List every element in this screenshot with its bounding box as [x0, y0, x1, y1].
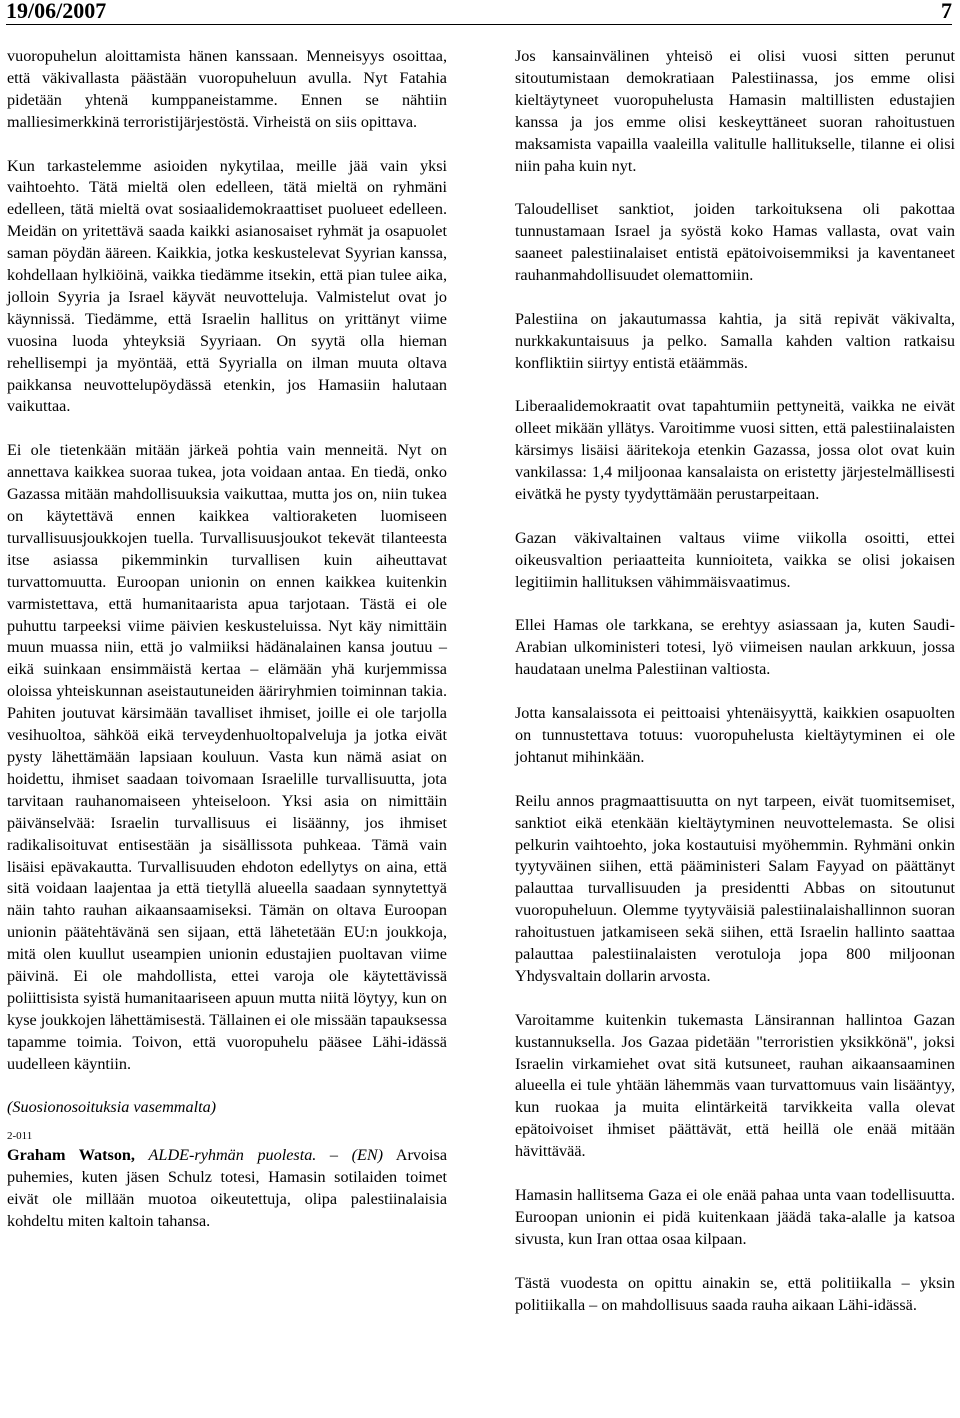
paragraph: vuoropuhelun aloittamista hänen kanssaan. Menneisyys osoittaa, että väkivallasta päästään vuoropuheluun avulla. Nyt Fatahia pidetään yhtenä kumppaneistamme. Ennen se nähtiin malliesimerkkinä terroristijärjestöstä. Virheistä on siis opittava.	[7, 47, 447, 131]
paragraph: Ei ole tietenkään mitään järkeä pohtia vain menneitä. Nyt on annettava kaikkea suoraa tukea, jota voidaan antaa. En tiedä, onko Gazassa mitään mahdollisuuksia vaikuttaa, mutta jos on, niin tukea on käytettävä ennen kaikkea valtioraketen luomiseen turvallisuusjoukkojen tuella. Turvallisuusjoukot tekevät tilanteesta itse asiassa pikemminkin turvallisen kuin aiheuttavat turvattomuutta. Euroopan unionin on ennen kaikkea kuitenkin varmistettava, että humanitaarista apua tarjotaan. Tästä ei ole puhuttu tarpeeksi viime päivien keskusteluissa. Nyt käy nimittäin muun muassa niin, että jo valmiiksi hädänalainen kansa joutuu – eikä suinkaan ensimmäistä kertaa – elämään yhä kurjemmissa oloissa yhteiskunnan aseistautuneiden ääriryhmien toiminnan takia. Pahiten joutuvat kärsimään tavalliset ihmiset, joille ei ole tarjolla vesihuoltoa, sähköä eikä terveydenhuoltopalveluja ja jotka eivät pysty lähettämään lapsiaan kouluun. Vasta kun nämä asiat on hoidettu, ihmiset saadaan toivomaan Israelille turvallisuutta, jota tarvitaan rauhanomaiseen yhteiseloon. Yksi asia on nimittäin päivänselvää: Israelin turvallisuus ei lisäänny, jos ihmiset radikalisoituvat entisestään ja sisällissota puhkeaa. Tämä vain lisäisi epävakautta. Turvallisuuden ehdoton edellytys on aina, että sitä voidaan laajentaa ja että tietyllä alueella saadaan synnytettyä näin tahto rauhan aikaansaamiseksi. Tämän on oltava Euroopan unionin päätehtävänä sen sijaan, että lähetetään EU:n joukkoja, mitä olen kuullut useampien unionin edustajien puoltavan viime päivinä. Ei ole mahdollista, ettei varoja ole käytettävissä poliittisista syistä humanitaariseen apuun mutta niitä löytyy, kun on kyse joukkojen lähettämisestä. Tällainen ei ole missään tapauksessa tapamme toimia. Toivon, että vuoropuhelu pääsee Lähi-idässä uudelleen käyntiin.	[7, 441, 447, 1073]
speaker-paragraph	[7, 1145, 447, 1233]
paragraph: Kun tarkastelemme asioiden nykytilaa, meille jää vain yksi vaihtoehto. Tätä mieltä olen edelleen, tätä mieltä on ryhmäni edelleen, tätä mieltä ovat sosiaalidemokraattiset puolueet edelleen. Meidän on yritettävä saada kaikki asianosaiset ryhmät ja osapuolet saman pöydän ääreen. Kaikkia, jotka keskustelevat Syyrian kanssa, kohdellaan hylkiöinä, vaikka tiedämme itsekin, että pian tulee aika, jolloin Syyria ja Israel käyvät neuvotteluja. Valmistelut ovat jo käynnissä. Tiedämme, että Israelin hallitus on yrittänyt viime vuosina luoda yhteyksiä Syyriaan. On syytä olla hieman rehellisempi ja myöntää, että Syyrialla on ilman muuta oltava paikkansa neuvottelupöydässä etenkin, jos Hamasiin halutaan vaikuttaa.	[7, 156, 447, 416]
paragraph: Jotta kansalaissota ei peittoaisi yhtenäisyyttä, kaikkien osapuolten on tunnustettava totuus: vuoropuhelusta kieltäytyminen ei ole johtanut mihinkään.	[515, 704, 955, 766]
header-date: 19/06/2007	[6, 0, 107, 23]
paragraph: Gazan väkivaltainen valtaus viime viikolla osoitti, ettei oikeusvaltion periaatteita kunnioiteta, vaikka se olisi jokaisen legitiimin hallituksen vähimmäisvaatimus.	[515, 528, 955, 591]
paragraph: Hamasin hallitsema Gaza ei ole enää pahaa unta vaan todellisuutta. Euroopan unionin ei pidä kuitenkaan jäädä taka-alalle ja katsoa sivusta, kun Iran ottaa osaa kilpaan.	[515, 1185, 955, 1248]
paragraph: Tästä vuodesta on opittu ainakin se, että politiikalla – yksin politiikalla – on mahdollisuus saada rauha aikaan Lähi-idässä.	[515, 1273, 955, 1314]
paragraph: Taloudelliset sanktiot, joiden tarkoituksena oli pakottaa tunnustamaan Israel ja syöstä koko Hamas vallasta, ovat vain saaneet palestiinalaiset entistä epätoivoisemmiksi ja kaventaneet rauhanmahdollisuudet olemattomiin.	[515, 200, 955, 285]
speech-text: Arvoisa puhemies, kuten jäsen Schulz totesi, Hamasin sotilaiden toimet eivät ole millään muotoa oikeutettuja, olipa palestiinalaisia kohdeltu miten kaltoin tahansa.	[7, 1146, 447, 1231]
speaker-name: Graham Watson,	[7, 1146, 135, 1165]
paragraph: Palestiina on jakautumassa kahtia, ja sitä repivät väkivalta, nurkkakuntaisuus ja pelko. Samalla kahden valtion ratkaisu konfliktiin siirtyy entistä etäämmäs.	[515, 309, 955, 372]
page-header	[6, 0, 952, 25]
right-column	[515, 46, 955, 1316]
paragraph: Jos kansainvälinen yhteisö ei olisi vuosi sitten perunut sitoutumistaan demokratiaan Palestiinassa, jos emme olisi kieltäytyneet vuoropuhelusta Hamasin maltillisten edustajien kanssa ja jos emme olisi keskeyttäneet suoran rahoitustuen maksamista vapailla vaaleilla valitulle hallitukselle, tilanne ei olisi niin paha kuin nyt.	[515, 47, 955, 175]
left-column	[7, 46, 447, 1233]
speaker-role: ALDE-ryhmän puolesta.	[148, 1146, 317, 1165]
document-number: 2-011	[7, 1130, 33, 1143]
paragraph: Reilu annos pragmaattisuutta on nyt tarpeen, eivät tuomitsemiset, sanktiot eikä etenkään kieltäytyminen neuvottelemasta. Se olisi pelkurin vaihtoehto, joka kostautuisi myöhemmin. Ryhmäni onkin tyytyväinen siihen, että pääministeri Salam Fayyad on päättänyt palauttaa turvallisuuden ja presidentti Abbas on sitoutunut vuoropuheluun. Olemme tyytyväisiä palestiinalaishallinnon suoran rahoitustuen jatkamiseen sekä siihen, että Israelin hallinto saattaa palauttaa palestiinalaisten verotuloja jopa 800 miljoonan Yhdysvaltain dollarin arvosta.	[515, 791, 955, 985]
paragraph: Varoitamme kuitenkin tukemasta Länsirannan hallintoa Gazan kustannuksella. Jos Gazaa pidetään "terroristien yksikkönä", joksi Israelin virkamiehet ovat sitä kutsuneet, rauhan aikaansaaminen alueella ei tule yhtään lähemmäs vaan turvattomuus vain lisääntyy, kun ruokaa ja muita elintärkeitä tarvikkeita valla olevat epätoivoiset ihmiset päättävät, että heillä ole enää mitään hävittävää.	[515, 1010, 955, 1161]
applause-note: (Suosionosoituksia vasemmalta)	[7, 1098, 217, 1117]
paragraph: Liberaalidemokraatit ovat tapahtumiin pettyneitä, vaikka ne eivät olleet mikään yllätys. Varoitimme vuosi sitten, että palestiinalaisten kärsimys lisäisi ääritekoja etenkin Gazassa, jossa olot ovat kuin vankilassa: 1,4 miljoonaa kansalaista on eristetty järjestelmällisesti eivätkä he pysty tyydyttämään perustarpeitaan.	[515, 397, 955, 504]
language-code: (EN)	[351, 1146, 384, 1165]
paragraph: Ellei Hamas ole tarkkana, se erehtyy asiassaan ja, kuten Saudi-Arabian ulkoministeri totesi, lyö viimeisen naulan arkkuun, jossa haudataan unelma Palestiinan valtiosta.	[515, 616, 955, 679]
speaker-dash: –	[329, 1146, 339, 1165]
page-number: 7	[941, 0, 952, 23]
